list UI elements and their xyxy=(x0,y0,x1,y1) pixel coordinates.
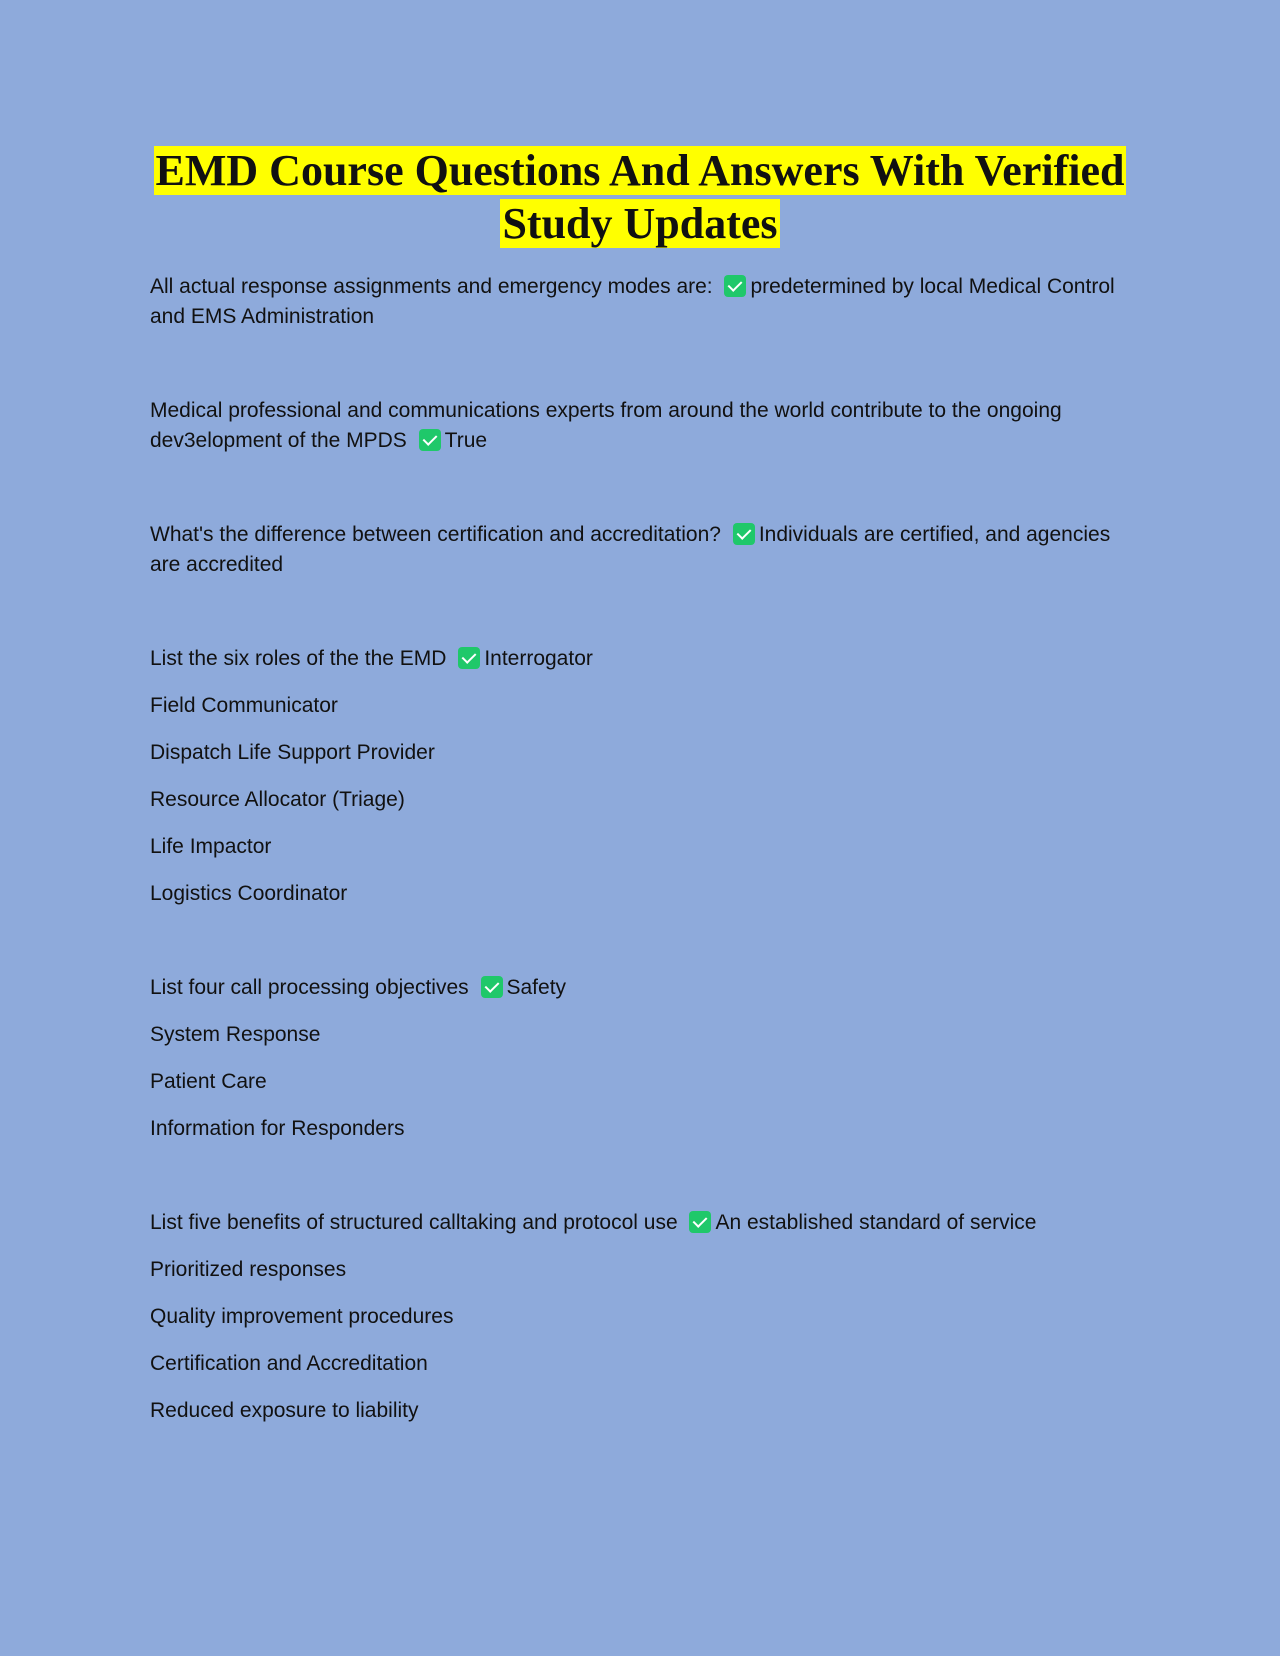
green-check-icon xyxy=(458,647,480,669)
qa-item xyxy=(150,1208,1140,1426)
answer-text: An established standard of service xyxy=(715,1211,1037,1234)
green-check-icon xyxy=(419,429,441,451)
qa-item xyxy=(150,520,1140,580)
answer-text: True xyxy=(444,429,488,452)
answer-line: Certification and Accreditation xyxy=(150,1352,428,1375)
qa-list xyxy=(150,272,1140,1426)
answer-line: Patient Care xyxy=(150,1070,267,1093)
qa-item xyxy=(150,644,1140,909)
answer-line: Information for Responders xyxy=(150,1117,405,1140)
answer-text: predetermined by local Medical Control and EMS Administration xyxy=(150,275,1115,328)
question-text: All actual response assignments and emergency modes are: xyxy=(150,275,713,298)
answer-line: Field Communicator xyxy=(150,694,338,717)
answer-text: Individuals are certified, and agencies are accredited xyxy=(150,523,1111,576)
question-text: List four call processing objectives xyxy=(150,976,469,999)
green-check-icon xyxy=(724,275,746,297)
document-title xyxy=(150,144,1130,250)
answer-line: Dispatch Life Support Provider xyxy=(150,741,435,764)
answer-line: System Response xyxy=(150,1023,321,1046)
title-line-1: EMD Course Questions And Answers With Verified xyxy=(155,146,1125,195)
green-check-icon xyxy=(689,1211,711,1233)
answer-text: Interrogator xyxy=(484,647,593,670)
answer-line: Quality improvement procedures xyxy=(150,1305,454,1328)
question-text: List five benefits of structured calltaking and protocol use xyxy=(150,1211,678,1234)
qa-item xyxy=(150,973,1140,1144)
answer-line: Prioritized responses xyxy=(150,1258,347,1281)
green-check-icon xyxy=(733,523,755,545)
answer-line: Logistics Coordinator xyxy=(150,882,348,905)
answer-line: Resource Allocator (Triage) xyxy=(150,788,405,811)
answer-line: Reduced exposure to liability xyxy=(150,1399,419,1422)
answer-text: Safety xyxy=(506,976,567,999)
question-text: Medical professional and communications experts from around the world contribute to the ongoing dev3elopment of the MPDS xyxy=(150,399,1062,452)
question-text: What's the difference between certification and accreditation? xyxy=(150,523,721,546)
question-text: List the six roles of the the EMD xyxy=(150,647,447,670)
title-line-2: Study Updates xyxy=(502,199,778,248)
qa-item xyxy=(150,396,1140,456)
answer-line: Life Impactor xyxy=(150,835,272,858)
green-check-icon xyxy=(481,976,503,998)
qa-item xyxy=(150,272,1140,332)
